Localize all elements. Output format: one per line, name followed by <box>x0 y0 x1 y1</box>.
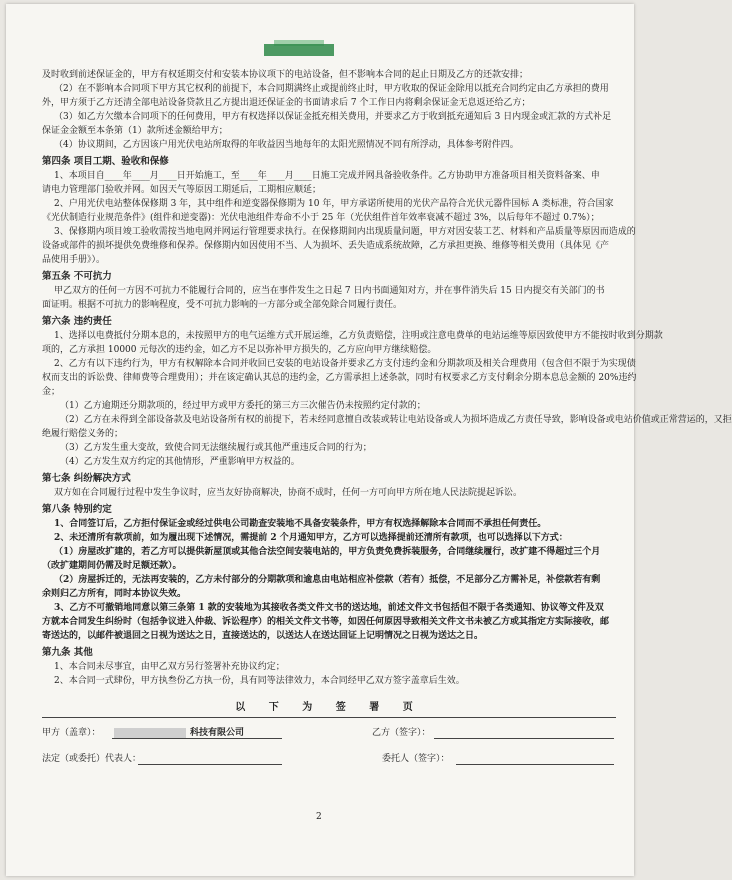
text-line: 金； <box>42 387 61 397</box>
text-line: 及时收到前述保证金的，甲方有权延期交付和安装本协议项下的电站设备，但不影响本合同的起止日期及乙方的还款安排； <box>42 70 529 80</box>
text-line: 绝履行赔偿义务的； <box>42 429 124 439</box>
signature-row-party <box>42 724 616 742</box>
text-line: （4）乙方发生双方约定的其他情形，严重影响甲方权益的。 <box>60 457 300 467</box>
text-line: 项的，乙方承担 10000 元每次的违约金，如乙方不足以弥补甲方损失的，乙方应向甲方继续赔偿。 <box>42 345 437 355</box>
text-line: 甲乙双方的任何一方因不可抗力不能履行合同的，应当在事件发生之日起 7 日内书面通知对方，并在事件消失后 15 日内提交有关部门的书 <box>54 286 605 296</box>
article-6-heading: 第六条 违约责任 <box>42 316 112 327</box>
text-line: 寄送达的，以邮件被退回之日视为送达之日，直接送达的，以送达人在送达回证上记明情况之日视为送达之日。 <box>42 631 484 641</box>
signature-page-title: 以 下 为 签 署 页 <box>235 702 423 713</box>
text-line: （2）乙方在未得到全部设备款及电站设备所有权的前提下，若未经同意擅自改装或转让电站设备或人为损坏造成乙方责任导致，影响设备或电站价值或正常营运的，又拒 <box>60 415 732 425</box>
agent-underline <box>456 752 614 765</box>
party-a-label: 甲方（盖章）： <box>42 728 101 738</box>
text-line: 3、乙方不可撤销地同意以第三条第 1 款的安装地为其接收各类文件文书的送达地，前述文件文书包括但不限于各类通知、协议等文件及双 <box>54 603 604 613</box>
text-line: 2、未还清所有款项前，如为履出现下述情况，需提前 2 个月通知甲方，乙方可以选择提前还清所有款项，也可以选择以下方式： <box>54 533 568 543</box>
article-8-heading: 第八条 特别约定 <box>42 504 112 515</box>
green-seal-fragment <box>264 44 334 56</box>
text-line: （4）协议期间，乙方因该户用光伏电站所取得的年收益因当地每年的太阳光照情况不同有所浮动，具体参考附件四。 <box>54 140 519 150</box>
article-4-heading: 第四条 项目工期、验收和保修 <box>42 156 169 167</box>
text-line: 余则归乙方所有，同时本协议失效。 <box>42 589 187 599</box>
legal-rep-label: 法定（或委托）代表人： <box>42 754 142 764</box>
text-line: 1、本项目自____年____月____日开始施工，至____年____月____日施工完成并网具备验收条件。乙方协助甲方准备项目相关资料备案、申 <box>54 171 600 181</box>
text-line: （3）如乙方欠缴本合同项下的任何费用，甲方有权选择以保证金抵充相关费用，并要求乙方于收到抵充通知后 3 日内现金或汇款的方式补足 <box>54 112 612 122</box>
contract-body <box>42 68 732 768</box>
page-number: 2 <box>316 812 322 822</box>
text-line: 面证明。根据不可抗力的影响程度，受不可抗力影响的一方部分或全部免除合同履行责任。 <box>42 300 403 310</box>
text-line: 品使用手册》）。 <box>42 255 106 265</box>
text-line: 1、本合同未尽事宜，由甲乙双方另行签署补充协议约定； <box>54 662 285 672</box>
party-b-underline <box>434 726 614 739</box>
article-5-heading: 第五条 不可抗力 <box>42 271 112 282</box>
contract-page <box>6 4 732 876</box>
text-line: 2、户用光伏电站整体保修期 3 年，其中组件和逆变器保修期为 10 年，甲方承诺所使用的光伏产品符合光伏元器件国标 A 类标准，符合国家 <box>54 199 614 209</box>
text-line: （改扩建期间仍需及时足额还款）。 <box>42 561 182 571</box>
text-line: 方就本合同发生纠纷时（包括争议进入仲裁、诉讼程序）的相关文件文书等，如因任何原因导致相关文件文书未被乙方或其指定方实际接收，邮 <box>42 617 610 627</box>
text-line: 1、合同签订后，乙方拒付保证金或经过供电公司勘查安装地不具备安装条件，甲方有权选择解除本合同而不承担任何责任。 <box>54 519 547 529</box>
divider <box>42 717 616 718</box>
article-7-heading: 第七条 纠纷解决方式 <box>42 473 131 484</box>
text-line: 3、保修期内项目竣工验收需按当地电网并网运行管理要求执行。在保修期间内出现质量问题，甲方对因安装工艺、材料和产品质量等原因而造成的 <box>54 227 636 237</box>
text-line: 1、选择以电费抵付分期本息的，未按照甲方的电气运维方式开展运维，乙方负责赔偿，注明或注意电费单的电站运维等原因致使甲方不能按时收到分期款 <box>54 331 663 341</box>
article-9-heading: 第九条 其他 <box>42 647 93 658</box>
text-line: 请电力管理部门验收并网。如因天气等原因工期延后，工期相应顺延； <box>42 185 322 195</box>
text-line: （2）房屋拆迁的，无法再安装的，乙方未付部分的分期款项和逾息由电站相应补偿款（若有）抵偿，不足部分乙方需补足，补偿款若有剩 <box>54 575 601 585</box>
party-a-company: 科技有限公司 <box>190 728 245 738</box>
text-line: 《光伏制造行业规范条件》(组件和逆变器)：光伏电池组件寿命不小于 25 年（光伏组件首年效率衰减不超过 3%，以后每年不超过 0.7%）； <box>42 213 600 223</box>
text-line: （2）在不影响本合同项下甲方其它权利的前提下，本合同期满终止或提前终止时，甲方收取的保证金除用以抵充合同约定由乙方承担的费用 <box>54 84 609 94</box>
text-line: 外，甲方须于乙方还清全部电站设备贷款且乙方提出退还保证金的书面请求后 7 个工作日内将剩余保证金无息返还给乙方； <box>42 98 531 108</box>
text-line: （1）房屋改扩建的，若乙方可以提供新屋顶或其他合法空间安装电站的，甲方负责免费拆装服务，合同继续履行，改扩建不得超过三个月 <box>54 547 601 557</box>
text-line: 2、乙方有以下违约行为，甲方有权解除本合同并收回已安装的电站设备并要求乙方支付违约金和分期款项及相关合理费用（包含但不限于为实现债 <box>54 359 636 369</box>
text-line: 保证金金额至本条第（1）款所述金额给甲方； <box>42 126 228 136</box>
text-line: 权而支出的诉讼费、律师费等合理费用）；并在该定确认其总的违约金，乙方需承担上述条款，同时有权要求乙方支付剩余分期本息总金额的 20%违约 <box>42 373 637 383</box>
text-line: 2、本合同一式肆份，甲方执叁份乙方执一份，具有同等法律效力，本合同经甲乙双方签字盖章后生效。 <box>54 676 465 686</box>
text-line: 设备或部件的损坏提供免费维修和保养。保修期内如因使用不当、人为损坏、丢失造成系统故障，乙方承担更换、维修等相关费用（具体见《产 <box>42 241 610 251</box>
text-line: 双方如在合同履行过程中发生争议时，应当友好协商解决，协商不成时，任何一方可向甲方所在地人民法院提起诉讼。 <box>54 488 523 498</box>
party-b-label: 乙方（签字）： <box>372 728 431 738</box>
agent-label: 委托人（签字）： <box>382 754 450 764</box>
text-line: （1）乙方逾期还分期款项的，经过甲方或甲方委托的第三方三次催告仍未按照约定付款的； <box>60 401 426 411</box>
party-a-underline <box>112 726 282 739</box>
legal-rep-underline <box>138 752 282 765</box>
text-line: （3）乙方发生重大变故，致使合同无法继续履行或其他严重违反合同的行为； <box>60 443 372 453</box>
signature-row-rep <box>42 750 616 768</box>
